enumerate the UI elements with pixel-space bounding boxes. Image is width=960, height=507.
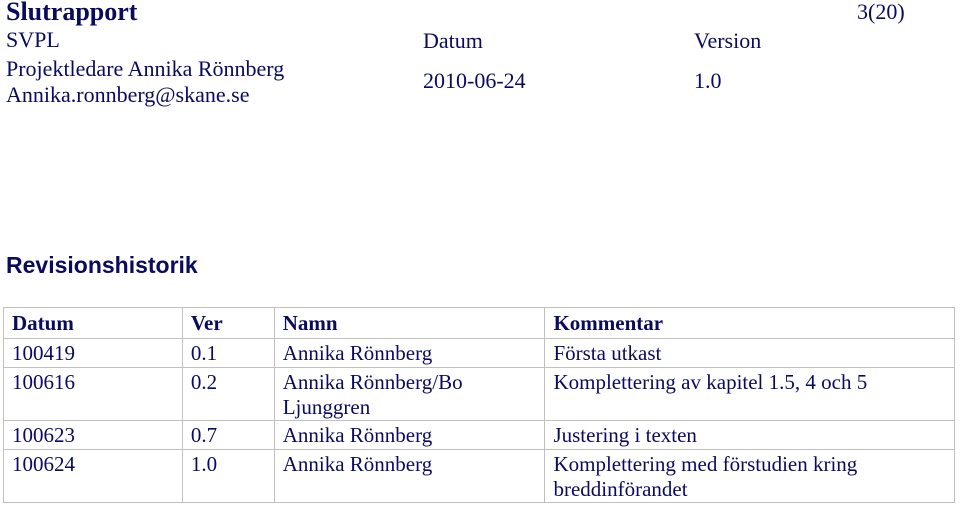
column-header-namn: Namn [274, 308, 545, 339]
cell-kommentar: Första utkast [545, 339, 955, 368]
table-row [4, 421, 955, 450]
cell-ver: 0.7 [182, 421, 274, 450]
cell-ver: 0.2 [182, 368, 274, 421]
document-title: Slutrapport [6, 0, 138, 26]
section-heading: Revisionshistorik [6, 252, 198, 278]
table-row [4, 368, 955, 421]
cell-namn: Annika Rönnberg [274, 450, 545, 503]
cell-kommentar: Justering i texten [545, 421, 955, 450]
project-lead: Projektledare Annika Rönnberg [6, 56, 285, 81]
revision-history-table [3, 307, 955, 503]
cell-ver: 1.0 [182, 450, 274, 503]
date-label: Datum [423, 28, 483, 53]
version-value: 1.0 [694, 68, 722, 93]
cell-datum: 100616 [4, 368, 183, 421]
organization-name: SVPL [6, 27, 60, 52]
cell-kommentar: Komplettering med förstudien kring breddinförandet [545, 450, 955, 503]
table-row [4, 339, 955, 368]
cell-datum: 100624 [4, 450, 183, 503]
version-label: Version [694, 28, 762, 53]
cell-namn: Annika Rönnberg [274, 421, 545, 450]
cell-ver: 0.1 [182, 339, 274, 368]
cell-datum: 100623 [4, 421, 183, 450]
cell-namn: Annika Rönnberg [274, 339, 545, 368]
cell-namn: Annika Rönnberg/Bo Ljunggren [274, 368, 545, 421]
table-row [4, 450, 955, 503]
column-header-datum: Datum [4, 308, 183, 339]
page-number: 3(20) [857, 0, 905, 24]
contact-email: Annika.ronnberg@skane.se [6, 82, 250, 107]
table-header-row [4, 308, 955, 339]
column-header-ver: Ver [182, 308, 274, 339]
column-header-kommentar: Kommentar [545, 308, 955, 339]
cell-datum: 100419 [4, 339, 183, 368]
cell-kommentar: Komplettering av kapitel 1.5, 4 och 5 [545, 368, 955, 421]
date-value: 2010-06-24 [423, 68, 526, 93]
